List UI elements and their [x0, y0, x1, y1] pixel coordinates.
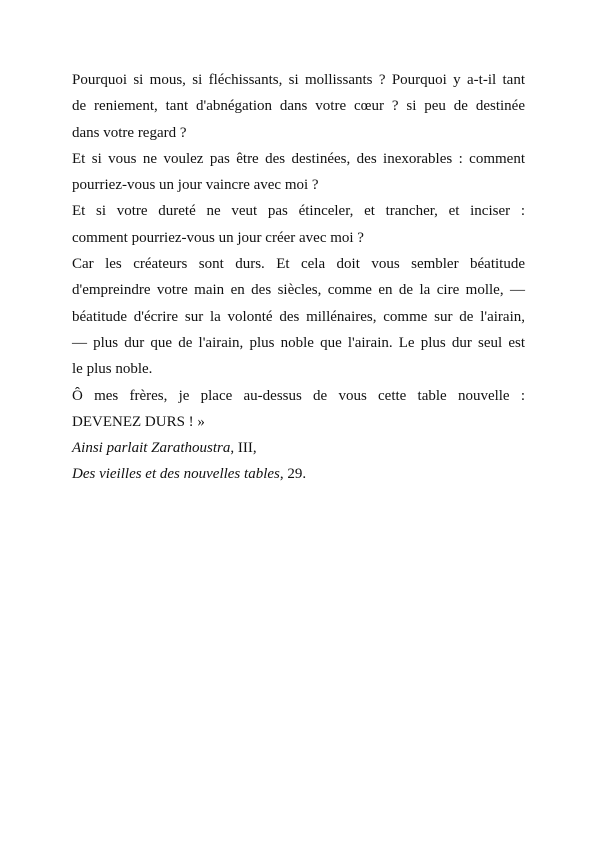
- text-line: Pourquoi si mous, si fléchissants, si mollissants ? Pourquoi y a-t-il tant: [72, 72, 525, 88]
- section-title: Des vieilles et des nouvelles tables: [72, 466, 280, 483]
- text-line: dans votre regard ?: [72, 124, 187, 141]
- text-line: comment pourriez-vous un jour créer avec moi ?: [72, 229, 364, 246]
- text-line: Et si votre dureté ne veut pas étinceler, et trancher, et inciser :: [72, 203, 525, 220]
- document-page: [72, 67, 525, 488]
- section-suffix: , 29.: [279, 466, 307, 483]
- text-line: pourriez-vous un jour vaincre avec moi ?: [72, 177, 319, 194]
- paragraph: [72, 198, 525, 251]
- text-line: — plus dur que de l'airain, plus noble que l'airain. Le plus dur seul est: [72, 334, 525, 351]
- text-line: béatitude d'écrire sur la volonté des millénaires, comme sur de l'airain,: [72, 308, 525, 325]
- paragraph: [72, 67, 525, 146]
- work-title: Ainsi parlait Zarathoustra: [72, 440, 231, 457]
- text-line: Car les créateurs sont durs. Et cela doit vous sembler béatitude: [72, 256, 525, 273]
- text-line: Et si vous ne voulez pas être des destinées, des inexorables : comment: [72, 150, 525, 167]
- work-suffix: , III,: [230, 440, 257, 457]
- paragraph: [72, 251, 525, 382]
- citation-work: [72, 435, 525, 461]
- paragraph: [72, 383, 525, 436]
- text-line: de reniement, tant d'abnégation dans votre cœur ? si peu de destinée: [72, 98, 525, 115]
- text-line: Ô mes frères, je place au-dessus de vous cette table nouvelle :: [72, 387, 525, 404]
- text-line: DEVENEZ DURS ! »: [72, 413, 205, 430]
- citation-section: [72, 461, 525, 487]
- text-line: d'empreindre votre main en des siècles, comme en de la cire molle, —: [72, 282, 525, 299]
- paragraph: [72, 146, 525, 199]
- text-line: le plus noble.: [72, 361, 153, 378]
